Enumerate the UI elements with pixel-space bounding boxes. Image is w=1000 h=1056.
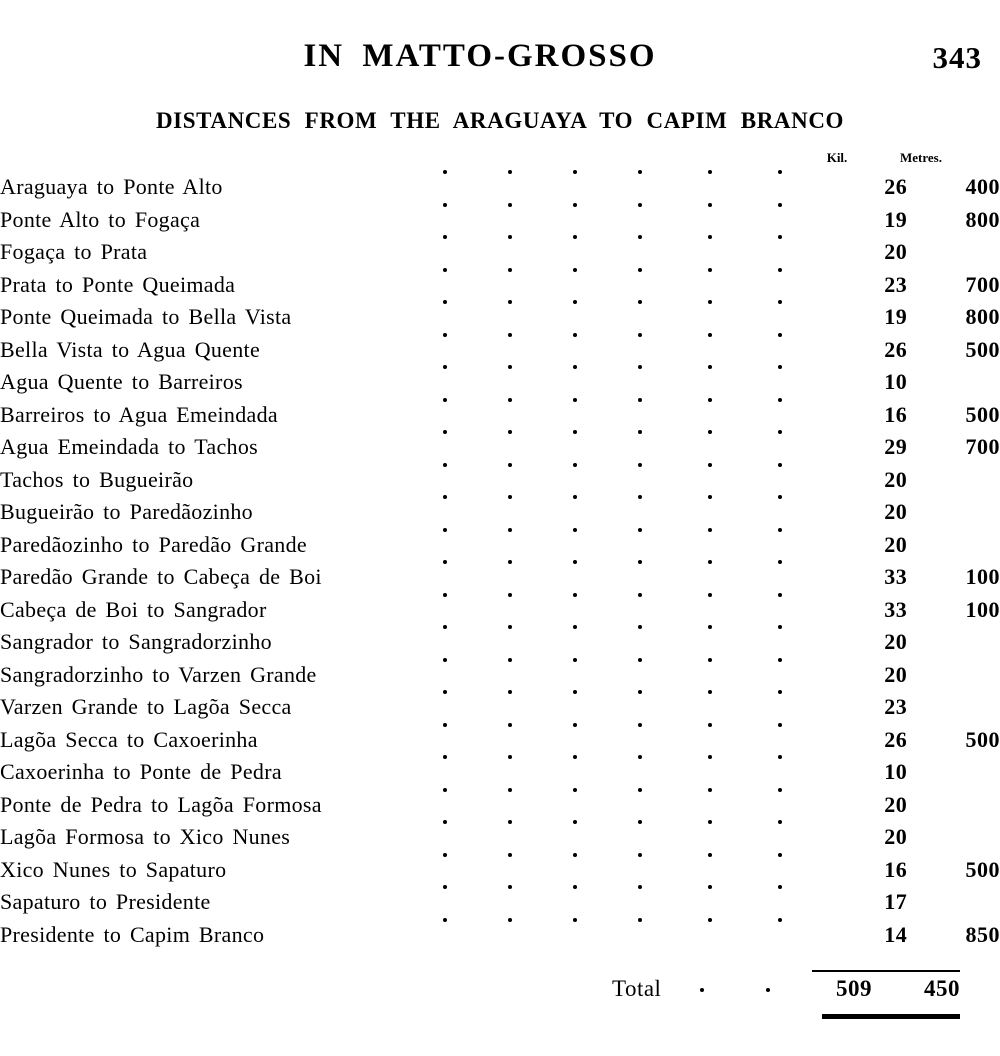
route-label: Ponte Queimada to Bella Vista bbox=[0, 304, 292, 329]
kil-value: 26 bbox=[884, 336, 908, 362]
metres-value bbox=[907, 369, 1000, 402]
kil-value: 10 bbox=[884, 759, 908, 784]
metres-value bbox=[907, 759, 1000, 792]
kil-value: 14 bbox=[884, 921, 908, 947]
metres-value bbox=[907, 694, 1000, 727]
total-label: Total bbox=[612, 976, 662, 1001]
kil-value: 20 bbox=[884, 239, 908, 264]
kil-value: 20 bbox=[884, 499, 908, 524]
route-label: Paredãozinho to Paredão Grande bbox=[0, 531, 307, 557]
metres-value: 850 bbox=[965, 921, 1000, 947]
kil-value: 20 bbox=[884, 466, 908, 492]
metres-value bbox=[907, 824, 1000, 857]
metres-value bbox=[907, 467, 1000, 500]
kil-value: 29 bbox=[884, 434, 908, 459]
route-label: Presidente to Capim Branco bbox=[0, 921, 265, 947]
page-number: 343 bbox=[932, 40, 982, 75]
kil-value: 26 bbox=[884, 726, 908, 752]
kil-value: 23 bbox=[884, 694, 908, 719]
route-label: Sapaturo to Presidente bbox=[0, 889, 211, 914]
route-label: Ponte Alto to Fogaça bbox=[0, 206, 201, 232]
table-row bbox=[0, 922, 1000, 955]
route-label: Fogaça to Prata bbox=[0, 239, 148, 264]
page-title: IN MATTO-GROSSO bbox=[303, 38, 657, 74]
kil-value: 23 bbox=[884, 271, 908, 297]
metres-value: 800 bbox=[965, 206, 1000, 232]
route-label: Varzen Grande to Lagõa Secca bbox=[0, 694, 292, 719]
metres-value: 800 bbox=[965, 304, 1000, 329]
distances-table bbox=[0, 174, 1000, 954]
route-label: Araguaya to Ponte Alto bbox=[0, 174, 223, 199]
route-label: Lagõa Formosa to Xico Nunes bbox=[0, 824, 291, 849]
kil-value: 20 bbox=[884, 661, 908, 687]
metres-value: 700 bbox=[965, 434, 1000, 459]
metres-value bbox=[907, 629, 1000, 662]
kil-value: 20 bbox=[884, 791, 908, 817]
kil-value: 16 bbox=[884, 856, 908, 882]
kil-value: 26 bbox=[884, 174, 908, 199]
kil-value: 16 bbox=[884, 401, 908, 427]
table-total-row bbox=[0, 962, 1000, 1032]
route-label: Paredão Grande to Cabeça de Boi bbox=[0, 564, 322, 589]
metres-value bbox=[907, 662, 1000, 695]
total-kil-value: 509 bbox=[836, 976, 872, 1001]
metres-value: 100 bbox=[965, 564, 1000, 589]
route-label: Barreiros to Agua Emeindada bbox=[0, 401, 278, 427]
metres-value: 400 bbox=[965, 174, 1000, 199]
metres-value bbox=[907, 792, 1000, 825]
metres-value: 500 bbox=[965, 856, 1000, 882]
route-label: Caxoerinha to Ponte de Pedra bbox=[0, 759, 282, 784]
metres-value: 700 bbox=[965, 271, 1000, 297]
kil-value: 33 bbox=[884, 564, 908, 589]
total-rule-thick bbox=[822, 1014, 960, 1019]
running-head bbox=[0, 38, 1000, 84]
table-caption: DISTANCES FROM THE ARAGUAYA TO CAPIM BRANCO bbox=[155, 108, 845, 133]
total-rule-thin bbox=[812, 970, 960, 972]
kil-value: 19 bbox=[884, 206, 908, 232]
route-label: Prata to Ponte Queimada bbox=[0, 271, 236, 297]
route-label: Bugueirão to Paredãozinho bbox=[0, 499, 253, 524]
route-label: Agua Emeindada to Tachos bbox=[0, 434, 259, 459]
route-label: Ponte de Pedra to Lagõa Formosa bbox=[0, 791, 322, 817]
route-label: Lagõa Secca to Caxoerinha bbox=[0, 726, 258, 752]
metres-value: 500 bbox=[965, 726, 1000, 752]
kil-value: 33 bbox=[884, 596, 908, 622]
route-label: Sangradorzinho to Varzen Grande bbox=[0, 661, 317, 687]
route-label: Cabeça de Boi to Sangrador bbox=[0, 596, 267, 622]
metres-value bbox=[907, 239, 1000, 272]
metres-value: 500 bbox=[965, 401, 1000, 427]
route-label: Bella Vista to Agua Quente bbox=[0, 336, 261, 362]
column-header-metres: Metres. bbox=[900, 150, 942, 165]
kil-value: 19 bbox=[884, 304, 908, 329]
metres-value: 500 bbox=[965, 336, 1000, 362]
kil-value: 20 bbox=[884, 629, 908, 654]
route-label: Tachos to Bugueirão bbox=[0, 466, 194, 492]
column-header-kil: Kil. bbox=[826, 150, 848, 165]
kil-value: 20 bbox=[884, 824, 908, 849]
kil-value: 17 bbox=[884, 889, 908, 914]
kil-value: 10 bbox=[884, 369, 908, 394]
metres-value: 100 bbox=[965, 596, 1000, 622]
leader-dots bbox=[433, 922, 845, 955]
route-label: Agua Quente to Barreiros bbox=[0, 369, 243, 394]
metres-value bbox=[907, 499, 1000, 532]
route-label: Xico Nunes to Sapaturo bbox=[0, 856, 227, 882]
metres-value bbox=[907, 532, 1000, 565]
kil-value: 20 bbox=[884, 531, 908, 557]
metres-value bbox=[907, 889, 1000, 922]
route-label: Sangrador to Sangradorzinho bbox=[0, 629, 272, 654]
total-metres-value: 450 bbox=[924, 976, 960, 1001]
